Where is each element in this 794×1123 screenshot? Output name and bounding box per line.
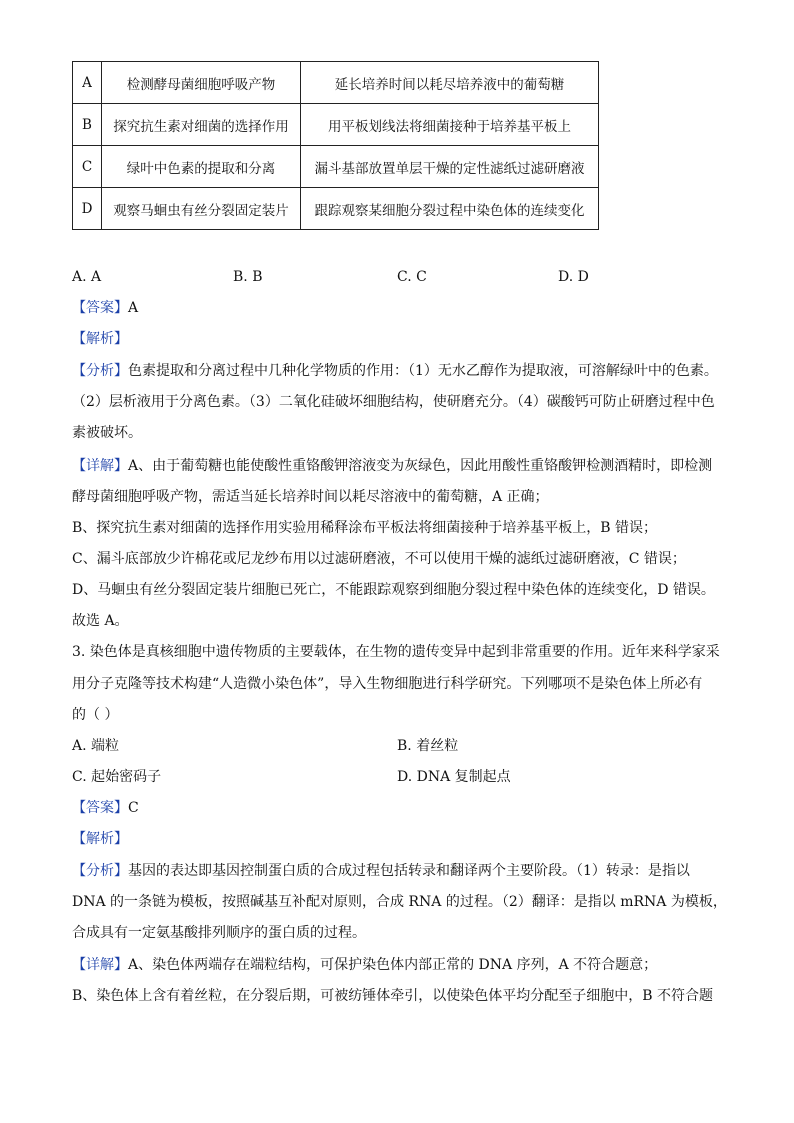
- detail-tag: 【详解】: [72, 957, 128, 973]
- q3-detail-line-1: [72, 955, 657, 975]
- q3-stem-line-3: 的（ ）: [72, 707, 119, 723]
- operation-cell: 漏斗基部放置单层干燥的定性滤纸过滤研磨液: [301, 146, 599, 188]
- q2-analysis-line-2: （2）层析液用于分离色素。（3）二氧化硅破坏细胞结构，使研磨充分。（4）碳酸钙可防止研磨过程中色: [72, 394, 715, 410]
- answer-value: A: [128, 300, 139, 316]
- q3-analysis-line-2: DNA 的一条链为模板，按照碱基互补配对原则，合成 RNA 的过程。（2）翻译：是指以 mRNA 为模板，: [72, 894, 727, 910]
- answer-value: C: [128, 800, 139, 816]
- answer-tag: 【答案】: [72, 300, 128, 316]
- q2-choice-b: B. B: [233, 269, 263, 285]
- option-letter: C: [73, 146, 102, 188]
- experiment-cell: 绿叶中色素的提取和分离: [102, 146, 301, 188]
- q2-choice-c: C. C: [397, 269, 427, 285]
- detail-text: A、染色体两端存在端粒结构，可保护染色体内部正常的 DNA 序列，A 不符合题意；: [128, 957, 658, 973]
- table-row: [73, 62, 599, 104]
- q3-choice-a: A. 端粒: [72, 738, 120, 754]
- operation-cell: 用平板划线法将细菌接种于培养基平板上: [301, 104, 599, 146]
- q2-choice-a: A. A: [72, 269, 102, 285]
- option-letter: B: [73, 104, 102, 146]
- operation-cell: 跟踪观察某细胞分裂过程中染色体的连续变化: [301, 188, 599, 230]
- q3-stem-line-2: 用分子克隆等技术构建“人造微小染色体”，导入生物细胞进行科学研究。下列哪项不是染色体上所必有: [72, 676, 703, 692]
- experiment-cell: 观察马蛔虫有丝分裂固定装片: [102, 188, 301, 230]
- analysis-tag: 【分析】: [72, 863, 128, 879]
- q2-detail-line-1: [72, 456, 712, 476]
- experiment-cell: 检测酵母菌细胞呼吸产物: [102, 62, 301, 104]
- q2-choice-d: D. D: [558, 269, 589, 285]
- q3-choice-b: B. 着丝粒: [397, 738, 459, 754]
- analysis-text: 色素提取和分离过程中几种化学物质的作用：（1）无水乙醇作为提取液，可溶解绿叶中的色素。: [128, 363, 718, 379]
- q3-stem-line-1: 3. 染色体是真核细胞中遗传物质的主要载体，在生物的遗传变异中起到非常重要的作用。近年来科学家采: [72, 644, 720, 660]
- operation-cell: 延长培养时间以耗尽培养液中的葡萄糖: [301, 62, 599, 104]
- q3-answer-line: [72, 798, 139, 818]
- q3-analysis-line-1: [72, 861, 690, 881]
- table-row: [73, 188, 599, 230]
- q2-detail-line-2: 酵母菌细胞呼吸产物，需适当延长培养时间以耗尽溶液中的葡萄糖，A 正确；: [72, 489, 549, 505]
- q3-choice-c: C. 起始密码子: [72, 769, 162, 785]
- q2-detail-line-6: 故选 A。: [72, 613, 129, 629]
- option-letter: D: [73, 188, 102, 230]
- q2-analysis-line-1: [72, 361, 718, 381]
- table-row: [73, 104, 599, 146]
- q2-jiexi-heading: 【解析】: [72, 331, 128, 347]
- q2-answer-line: [72, 298, 138, 318]
- experiment-cell: 探究抗生素对细菌的选择作用: [102, 104, 301, 146]
- q3-analysis-line-3: 合成具有一定氨基酸排列顺序的蛋白质的过程。: [72, 925, 366, 941]
- answer-tag: 【答案】: [72, 800, 128, 816]
- q3-jiexi-heading: 【解析】: [72, 831, 128, 847]
- q2-analysis-line-3: 素被破坏。: [72, 425, 142, 441]
- table-row: [73, 146, 599, 188]
- analysis-text: 基因的表达即基因控制蛋白质的合成过程包括转录和翻译两个主要阶段。（1）转录：是指以: [128, 863, 690, 879]
- q2-options-table: [72, 61, 599, 230]
- option-letter: A: [73, 62, 102, 104]
- q2-detail-line-3: B、探究抗生素对细菌的选择作用实验用稀释涂布平板法将细菌接种于培养基平板上，B 错误；: [72, 520, 658, 536]
- q2-detail-line-5: D、马蛔虫有丝分裂固定装片细胞已死亡，不能跟踪观察到细胞分裂过程中染色体的连续变化，D 错误。: [72, 582, 715, 598]
- q3-choice-d: D. DNA 复制起点: [397, 769, 511, 785]
- detail-text: A、由于葡萄糖也能使酸性重铬酸钾溶液变为灰绿色，因此用酸性重铬酸钾检测酒精时，即检测: [128, 458, 713, 474]
- q2-detail-line-4: C、漏斗底部放少许棉花或尼龙纱布用以过滤研磨液，不可以使用干燥的滤纸过滤研磨液，C 错误；: [72, 551, 686, 567]
- q3-detail-line-2: B、染色体上含有着丝粒，在分裂后期，可被纺锤体牵引，以使染色体平均分配至子细胞中，B 不符合题: [72, 988, 714, 1004]
- detail-tag: 【详解】: [72, 458, 128, 474]
- analysis-tag: 【分析】: [72, 363, 128, 379]
